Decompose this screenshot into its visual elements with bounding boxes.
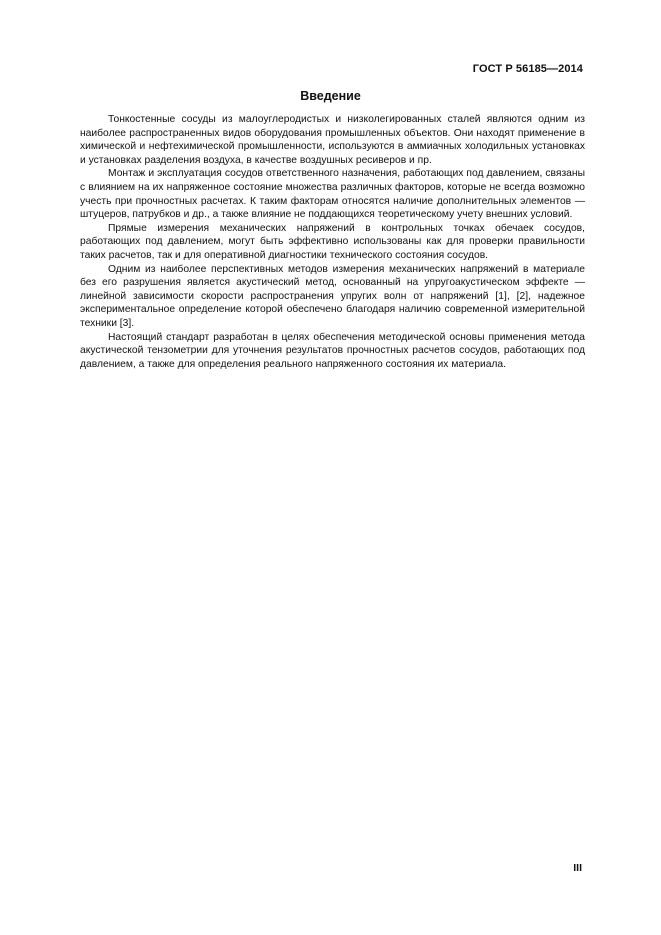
paragraph-3: Прямые измерения механических напряжений в контрольных точках обечаек сосудов, работающих под давлением, могут быть эффективно использованы как для проверки правильности таких расчетов, так и для оперативной диагностики технического состояния сосудов. (80, 222, 585, 261)
paragraph-2: Монтаж и эксплуатация сосудов ответственного назначения, работающих под давлением, связаны с влиянием на их напряженное состояние множества различных факторов, которые не всегда возможно учесть при прочностных расчетах. К таким факторам относятся наличие дополнительных элементов — штуцеров, патрубков и др., а также влияние не поддающихся теоретическому учету внешних условий. (80, 168, 585, 221)
document-code: ГОСТ Р 56185—2014 (472, 63, 583, 75)
section-title: Введение (300, 89, 361, 103)
page-number: III (573, 862, 582, 874)
body-text (80, 113, 585, 371)
paragraph-1: Тонкостенные сосуды из малоуглеродистых и низколегированных сталей являются одним из наиболее распространенных видов оборудования промышленных объектов. Они находят применение в химической и нефтехимической промышленности, используются в аммиачных холодильных установках и установках разделения воздуха, в качестве воздушных ресиверов и пр. (80, 114, 585, 166)
paragraph-4: Одним из наиболее перспективных методов измерения механических напряжений в материале без его разрушения является акустический метод, основанный на упругоакустическом эффекте — линейной зависимости скорости распространения упругих волн от напряжений [1], [2], надежное экспериментальное определение которой обеспечено благодаря наличию современной измерительной техники [3]. (80, 263, 585, 329)
paragraph-5: Настоящий стандарт разработан в целях обеспечения методической основы применения метода акустической тензометрии для уточнения результатов прочностных расчетов сосудов, работающих под давлением, а также для определения реального напряженного состояния их материала. (80, 331, 585, 370)
